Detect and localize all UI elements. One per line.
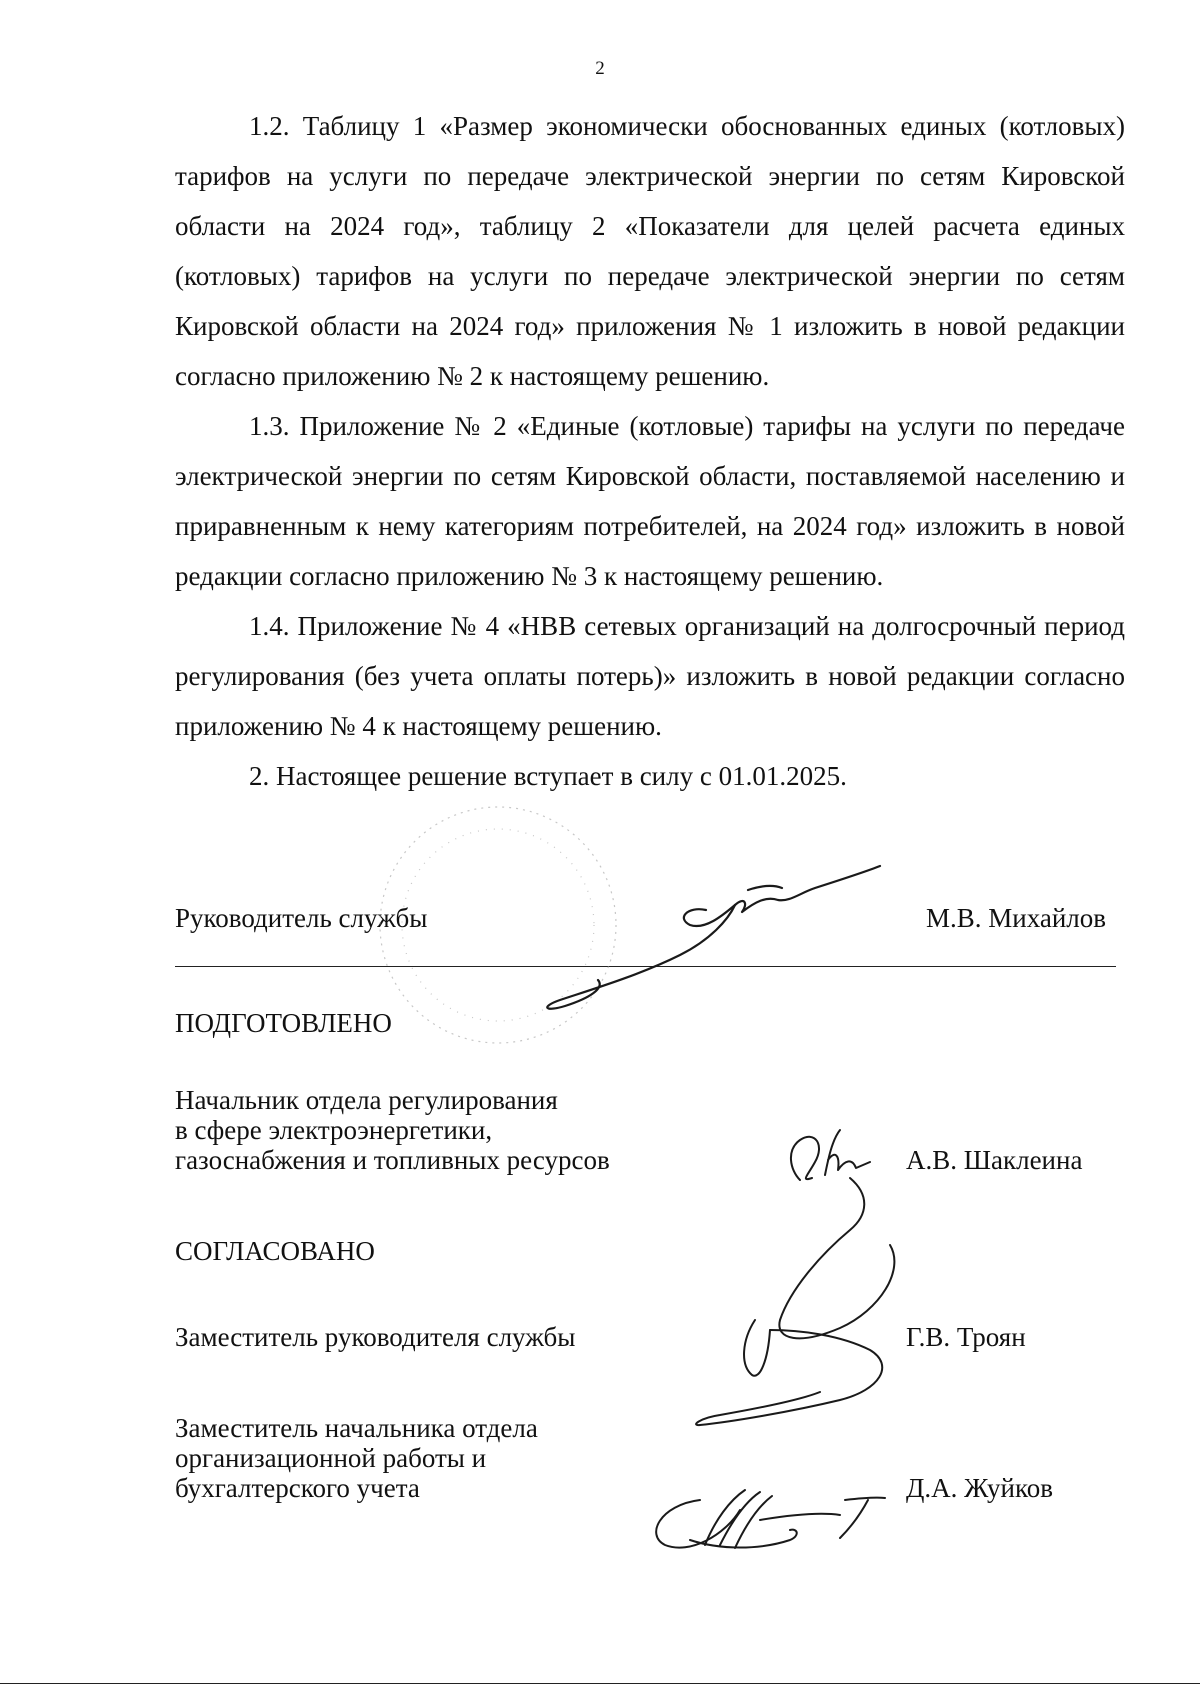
- agreed-position-line: Заместитель руководителя службы: [175, 1322, 576, 1352]
- agreed-heading: СОГЛАСОВАНО: [175, 1236, 375, 1266]
- prepared-position: [175, 1085, 610, 1175]
- agreed-signer-2-position: [175, 1413, 538, 1503]
- agreed-position-line: Заместитель начальника отдела: [175, 1413, 538, 1443]
- prepared-position-line: Начальник отдела регулирования: [175, 1085, 558, 1115]
- agreed-signer-1-name: Г.В. Троян: [906, 1322, 1026, 1352]
- agreed-position-line: организационной работы и: [175, 1443, 487, 1473]
- paragraph-2: 2. Настоящее решение вступает в силу с 01.01.2025.: [249, 761, 847, 791]
- head-name: М.В. Михайлов: [926, 903, 1107, 933]
- troyan-signature: [696, 1320, 882, 1425]
- zhuykov-signature: [656, 1490, 885, 1548]
- agreed-signer-1-position: [175, 1322, 575, 1352]
- shakleina-signature: [779, 1130, 894, 1338]
- prepared-name: А.В. Шаклеина: [906, 1145, 1083, 1175]
- signature-rule: [175, 966, 1116, 967]
- agreed-signer-2-name: Д.А. Жуйков: [906, 1473, 1053, 1503]
- agreed-position-line: бухгалтерского учета: [175, 1473, 420, 1503]
- prepared-heading: ПОДГОТОВЛЕНО: [175, 1008, 392, 1038]
- prepared-position-line: в сфере электроэнергетики,: [175, 1115, 493, 1145]
- paragraph-1-3: 1.3. Приложение № 2 «Единые (котловые) тарифы на услуги по передаче электрической энергии по сетям Кировской области, поставляемой населению и приравненным к нему категориям потребителей, на 2024 год» изложить в новой редакции согласно приложению № 3 к настоящему решению.: [175, 411, 1125, 591]
- prepared-position-line: газоснабжения и топливных ресурсов: [175, 1145, 610, 1175]
- page-number: 2: [595, 58, 605, 79]
- paragraph-1-2: 1.2. Таблицу 1 «Размер экономически обоснованных единых (котловых) тарифов на услуги по передаче электрической энергии по сетям Кировской области на 2024 год», таблицу 2 «Показатели для целей расчета единых (котловых) тарифов на услуги по передаче электрической энергии по сетям Кировской области на 2024 год» приложения № 1 изложить в новой редакции согласно приложению № 2 к настоящему решению.: [175, 111, 1125, 391]
- paragraph-1-4: 1.4. Приложение № 4 «НВВ сетевых организаций на долгосрочный период регулирования (без учета оплаты потерь)» изложить в новой редакции согласно приложению № 4 к настоящему решению.: [175, 611, 1125, 741]
- head-signature: [547, 866, 880, 1009]
- body-text: [175, 101, 1125, 801]
- page-bottom-rule: [0, 1683, 1200, 1684]
- head-position: Руководитель службы: [175, 903, 428, 933]
